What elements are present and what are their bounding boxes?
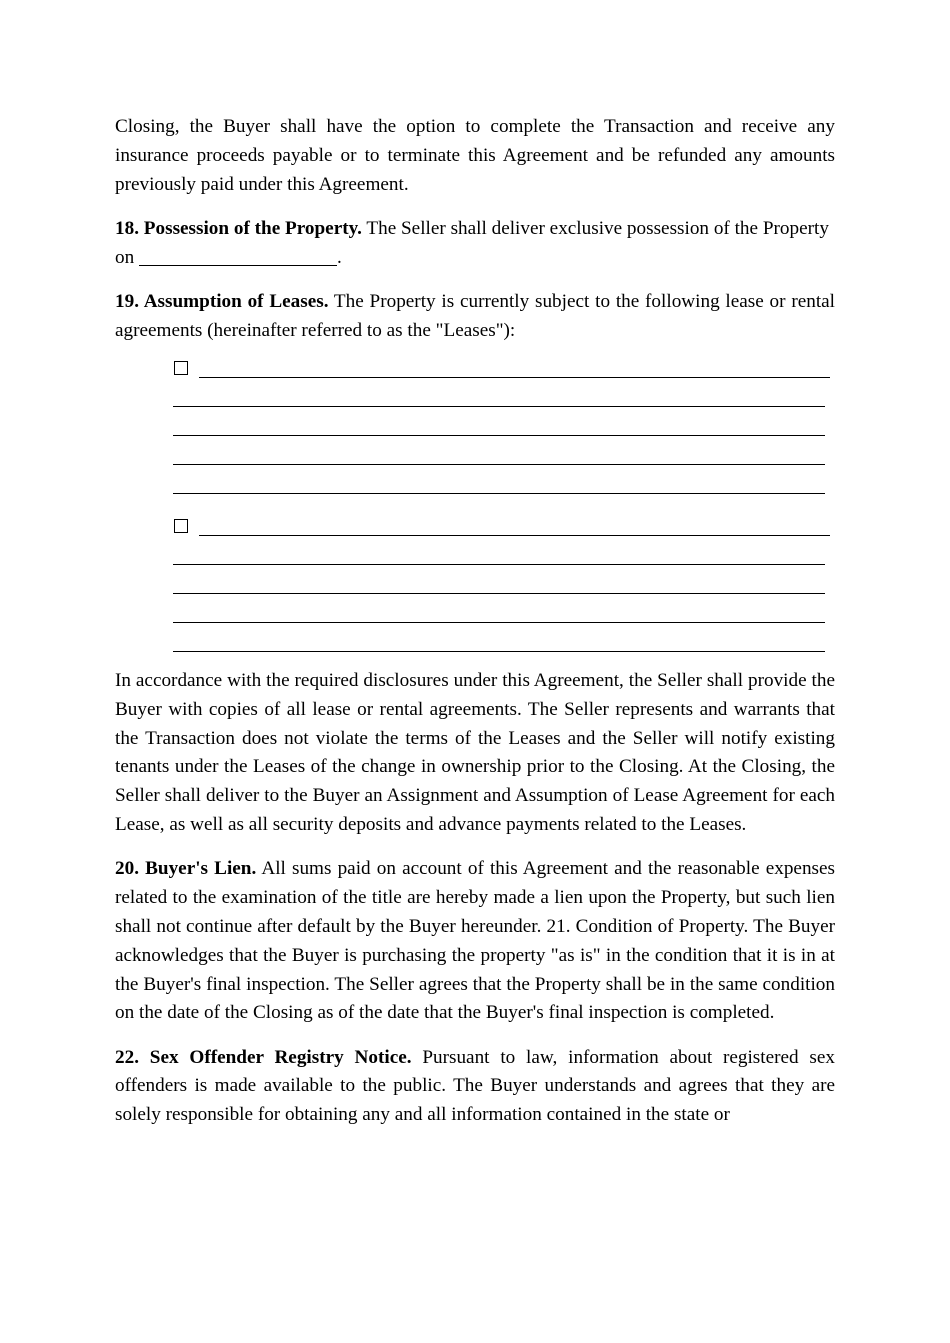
possession-date-field[interactable] [139,247,337,266]
section-17-tail: Closing, the Buyer shall have the option to complete the Transaction and receive any insurance proceeds payable or to terminate this Agreement and be refunded any amounts previously paid under this Agreement. [115,116,835,195]
section-19-heading: 19. Assumption of Leases. [115,290,329,312]
lease-entry-1 [115,361,835,493]
lease-1-line-4[interactable] [173,464,825,465]
lease-2-line-2[interactable] [173,564,825,565]
section-18 [115,215,835,273]
lease-2-checkbox[interactable] [174,519,188,533]
section-18-text: The Seller shall deliver exclusive possession of the Property on [115,217,829,268]
lease-1-line-2[interactable] [173,406,825,407]
section-22-text: Pursuant to law, information about registered sex offenders is made available to the public. The Buyer understands and agrees that they are solely responsible for obtaining any and all information contained in the state or [115,1046,835,1126]
lease-2-line-5[interactable] [173,651,825,652]
section-22 [115,1044,835,1130]
section-18-heading: 18. Possession of the Property. [115,217,362,239]
section-18-period: . [336,246,342,268]
section-19-followup: In accordance with the required disclosures under this Agreement, the Seller shall provide the Buyer with copies of all lease or rental agreements. The Seller represents and warrants that the Transaction does not violate the terms of the Leases and the Seller will notify existing tenants under the Leases of the change in ownership prior to the Closing. At the Closing, the Seller shall deliver to the Buyer an Assignment and Assumption of Lease Agreement for each Lease, as well as all security deposits and advance payments related to the Leases. [115,670,835,836]
section-20 [115,855,835,1028]
lease-1-line-5[interactable] [173,493,825,494]
lease-1-line-1[interactable] [199,377,830,378]
section-19-text: The Property is currently subject to the following lease or rental agreements (hereinafter referred to as the "Leases"): [115,290,835,341]
section-20-heading: 20. Buyer's Lien. [115,858,257,880]
lease-2-line-1[interactable] [199,535,830,536]
lease-list [115,361,835,651]
section-19 [115,288,835,346]
section-20-text: All sums paid on account of this Agreement and the reasonable expenses related to the examination of the title are hereby made a lien upon the Property, but such lien shall not continue after default by the Buyer hereunder. 21. Condition of Property. The Buyer acknowledges that the Buyer is purchasing the property "as is" in the condition that it is in at the Buyer's final inspection. The Seller agrees that the Property shall be in the same condition on the date of the Closing as of the date that the Buyer's final inspection is completed. [115,858,835,1024]
lease-entry-2 [115,519,835,651]
lease-2-line-3[interactable] [173,593,825,594]
document-body [115,113,835,1146]
lease-2-line-4[interactable] [173,622,825,623]
lease-1-line-3[interactable] [173,435,825,436]
lease-1-checkbox[interactable] [174,361,188,375]
section-22-heading: 22. Sex Offender Registry Notice. [115,1046,412,1068]
